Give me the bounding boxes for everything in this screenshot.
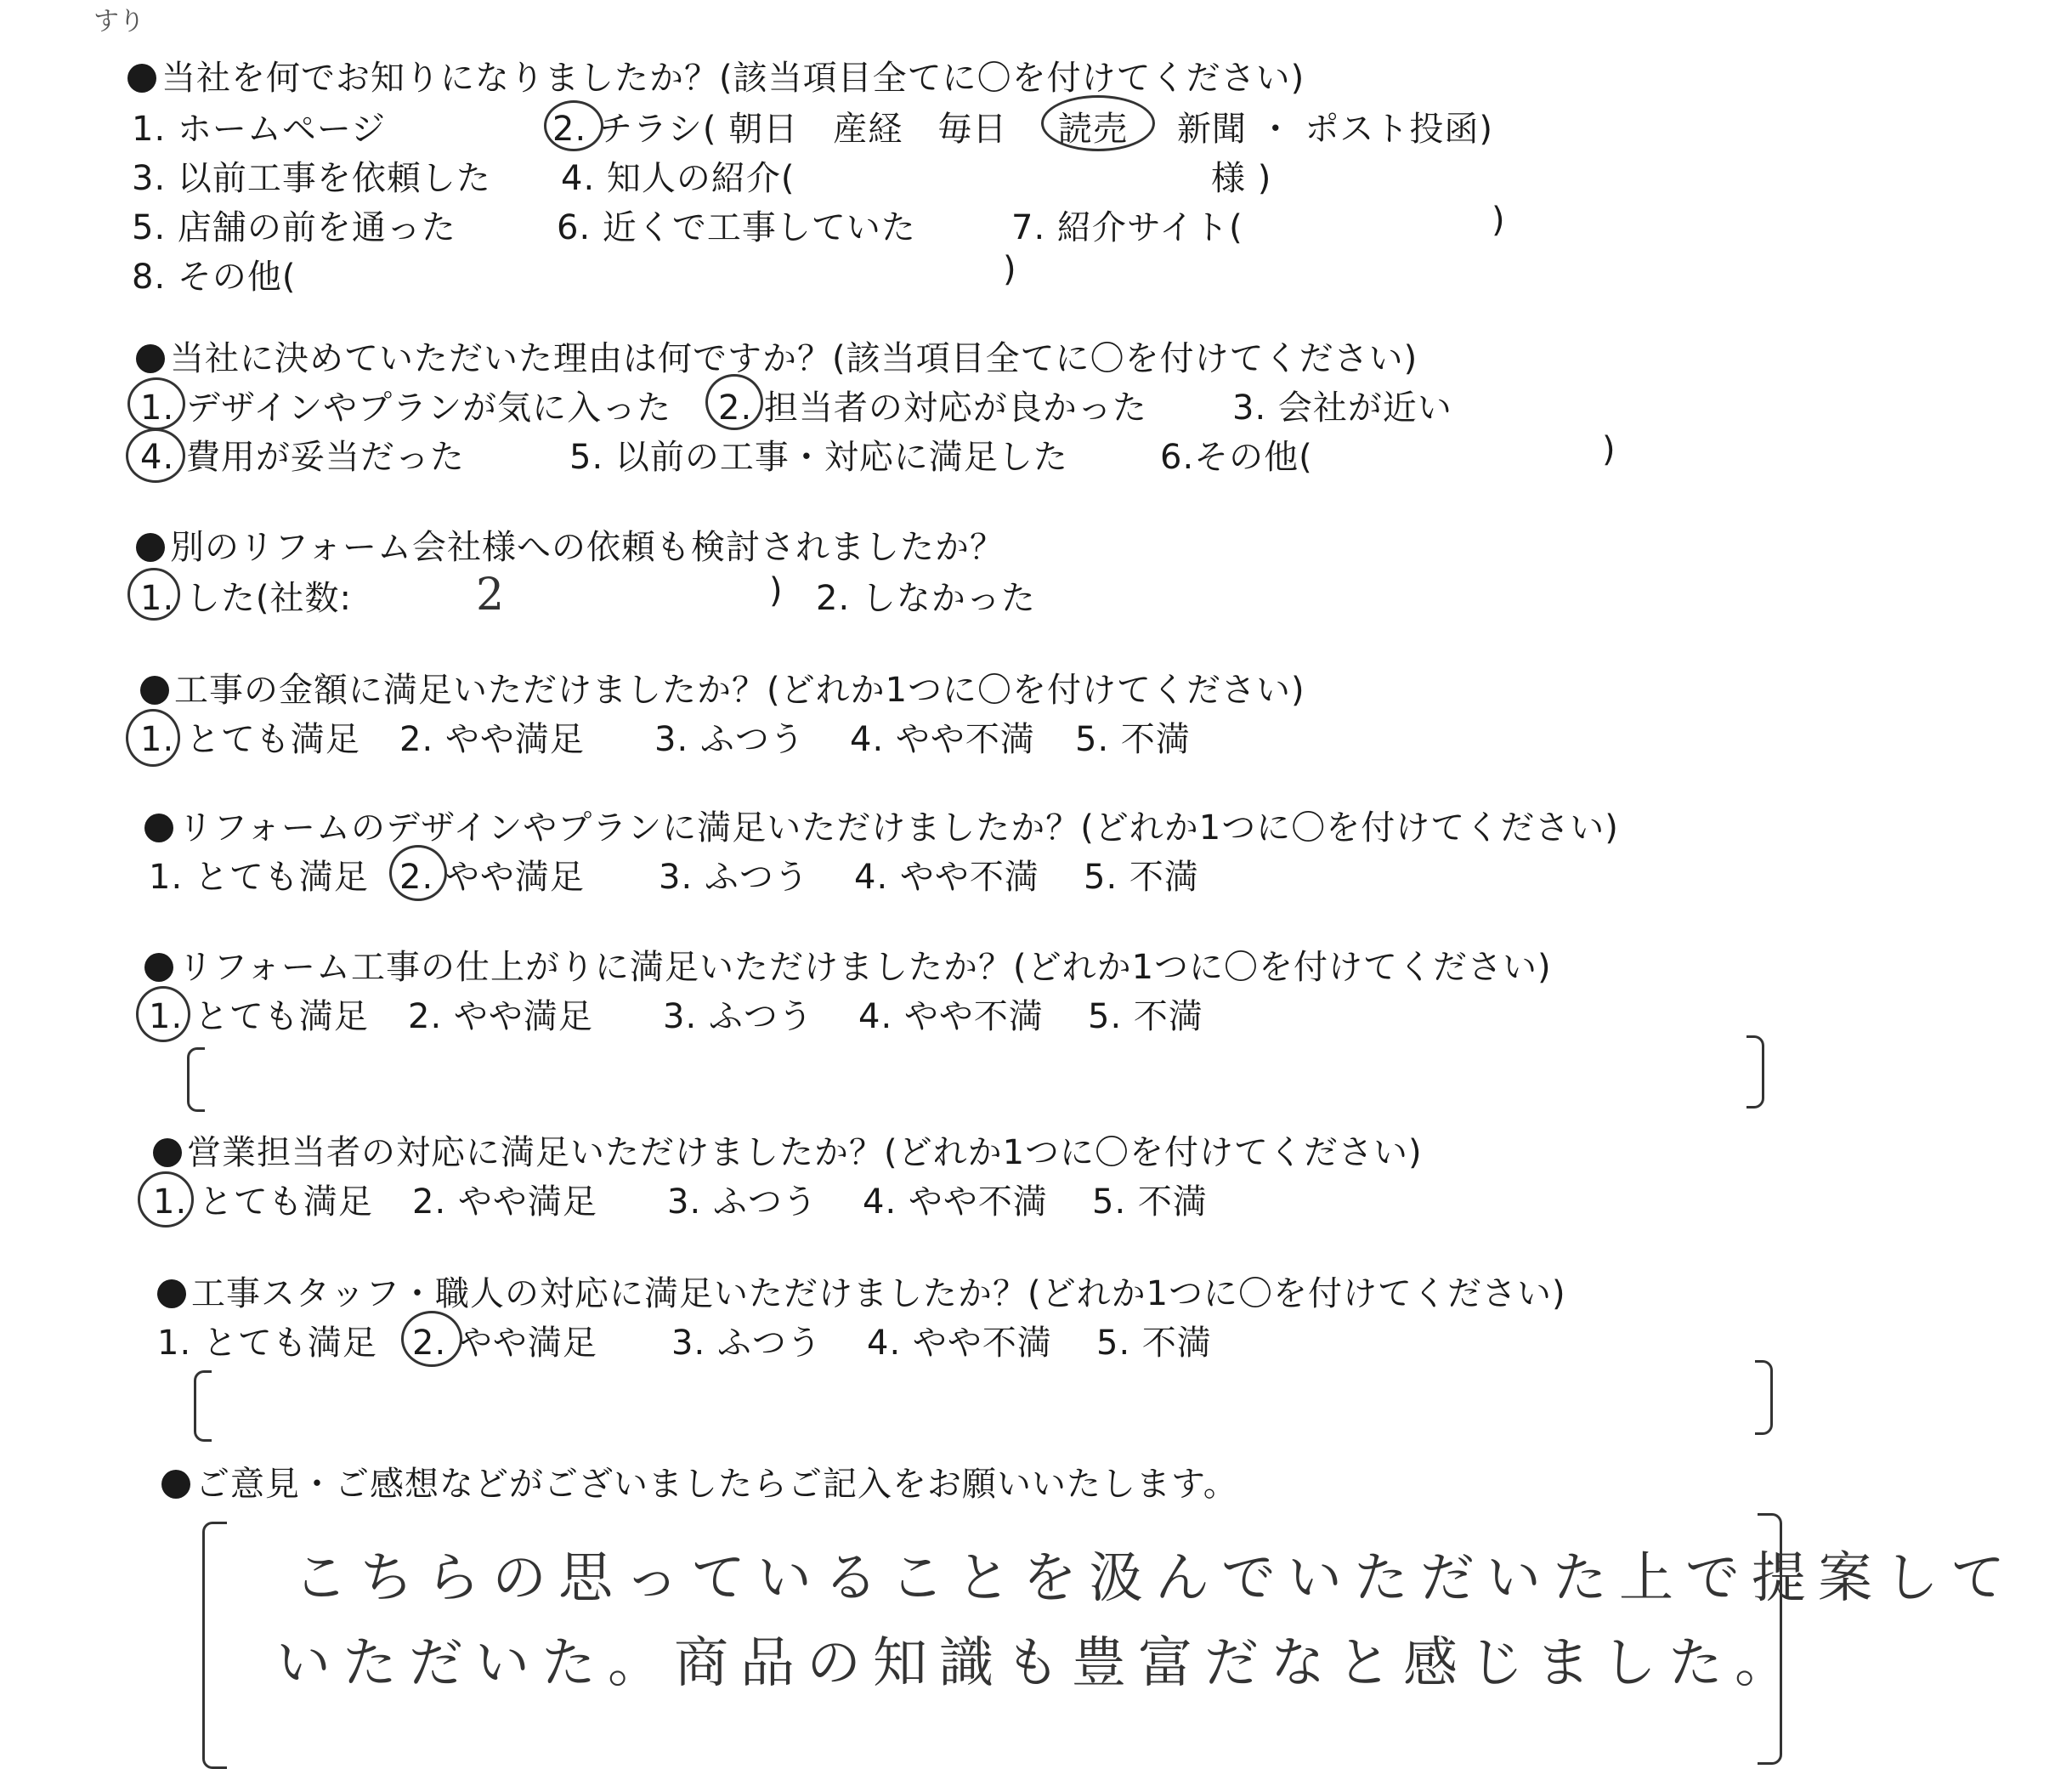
answer-circle-icon: [401, 1311, 462, 1367]
q8-title: 工事スタッフ・職人の対応に満足いただけましたか？(どれか1つに〇を付けてください): [157, 1267, 1566, 1315]
q4-s3: 3. ふつう: [654, 720, 805, 759]
q3-opt1-end: ): [769, 571, 784, 610]
q5-s3: 3. ふつう: [659, 858, 809, 897]
bullet-icon: [140, 676, 169, 705]
q5-s2: 2. やや満足: [399, 858, 585, 897]
q6-s5: 5. 不満: [1088, 997, 1203, 1036]
q8-s5: 5. 不満: [1096, 1324, 1212, 1363]
q7-s1: 1. とても満足: [153, 1182, 373, 1222]
q1-opt1: 1. ホームページ: [132, 110, 387, 149]
answer-circle-icon: [127, 568, 180, 621]
q2-opt6: 6.その他(: [1160, 438, 1313, 477]
q2-opt4: 4. 費用が妥当だった: [140, 438, 465, 477]
q4-s4: 4. やや不満: [850, 720, 1035, 759]
answer-circle-icon: [136, 986, 190, 1042]
q1-opt4-end: 様 ): [1211, 159, 1272, 198]
q3-opt2: 2. しなかった: [816, 579, 1036, 618]
bullet-icon: [144, 953, 173, 982]
q1-opt7: 7. 紹介サイト(: [1011, 208, 1243, 247]
q5-s4: 4. やや不満: [854, 858, 1039, 897]
q8-s1: 1. とても満足: [157, 1324, 377, 1363]
q4-s2: 2. やや満足: [399, 720, 585, 759]
q8-s2: 2. やや満足: [412, 1324, 597, 1363]
q6-s2: 2. やや満足: [408, 997, 593, 1036]
q7-s2: 2. やや満足: [412, 1182, 597, 1222]
q1-opt3: 3. 以前工事を依頼した: [132, 159, 491, 198]
q7-s5: 5. 不満: [1092, 1182, 1208, 1222]
q6-title: リフォーム工事の仕上がりに満足いただけましたか？(どれか1つに〇を付けてください): [144, 940, 1552, 989]
comment-bracket-left: [187, 1047, 205, 1112]
q2-opt6-end: ): [1602, 430, 1616, 469]
answer-circle-icon: [127, 377, 185, 430]
comment-bracket-right: [1746, 1035, 1764, 1108]
bullet-icon: [127, 64, 156, 93]
comment-bracket-left: [202, 1522, 227, 1769]
bullet-icon: [136, 533, 165, 562]
q2-opt1: 1. デザインやプランが気に入った: [140, 388, 672, 428]
q1-title: 当社を何でお知りになりましたか？(該当項目全てに〇を付けてください): [127, 51, 1305, 99]
q1-opt8-end: ): [1003, 250, 1017, 289]
q4-s5: 5. 不満: [1075, 720, 1191, 759]
q9-title: ご意見・ご感想などがございましたらご記入をお願いいたします。: [161, 1457, 1238, 1505]
answer-circle-icon: [544, 100, 603, 151]
q2-title: 当社に決めていただいた理由は何ですか？(該当項目全てに〇を付けてください): [136, 332, 1418, 380]
q1-opt8: 8. その他(: [132, 258, 297, 297]
q3-title: 別のリフォーム会社様への依頼も検討されましたか？: [136, 520, 1005, 569]
q1-opt2: 2. チラシ( 朝日 産経 毎日: [552, 110, 1008, 149]
bullet-icon: [161, 1470, 190, 1499]
bullet-icon: [157, 1279, 186, 1308]
q2-opt2: 2. 担当者の対応が良かった: [718, 388, 1147, 428]
comment-bracket-right: [1755, 1360, 1773, 1435]
comment-handwritten-line2: いただいた。商品の知識も豊富だなと感じました。: [276, 1632, 1801, 1695]
q4-s1: 1. とても満足: [140, 720, 360, 759]
answer-circle-icon: [138, 1171, 194, 1228]
answer-circle-icon: [126, 428, 185, 483]
q6-s4: 4. やや不満: [858, 997, 1044, 1036]
q1-opt2-yomiuri: 読売: [1058, 110, 1128, 149]
q8-s4: 4. やや不満: [867, 1324, 1052, 1363]
q5-s5: 5. 不満: [1084, 858, 1199, 897]
q7-title: 営業担当者の対応に満足いただけましたか？(どれか1つに〇を付けてください): [153, 1125, 1423, 1174]
bullet-icon: [153, 1138, 182, 1167]
q6-s1: 1. とても満足: [149, 997, 369, 1036]
answer-circle-icon: [705, 374, 763, 430]
bullet-icon: [144, 814, 173, 842]
q7-s3: 3. ふつう: [667, 1182, 818, 1222]
bullet-icon: [136, 344, 165, 373]
q2-opt3: 3. 会社が近い: [1232, 388, 1452, 428]
answer-circle-icon: [126, 709, 180, 767]
q2-opt5: 5. 以前の工事・対応に満足した: [569, 438, 1068, 477]
q1-opt4: 4. 知人の紹介(: [561, 159, 795, 198]
q3-count-handwritten: 2: [476, 570, 505, 621]
q6-s3: 3. ふつう: [663, 997, 813, 1036]
q8-s3: 3. ふつう: [671, 1324, 822, 1363]
answer-circle-icon: [1041, 95, 1155, 151]
q1-opt6: 6. 近くで工事していた: [557, 208, 916, 247]
answer-circle-icon: [389, 845, 447, 901]
corner-mark: すり: [93, 7, 144, 37]
q1-opt7-end: ): [1492, 201, 1506, 240]
comment-handwritten-line1: こちらの思っていることを汲んでいただいた上で提案して: [293, 1547, 2017, 1610]
comment-bracket-left: [194, 1370, 212, 1442]
q4-title: 工事の金額に満足いただけましたか？(どれか1つに〇を付けてください): [140, 663, 1305, 712]
q1-opt2-rest: 新聞 ・ ポスト投函): [1177, 110, 1494, 149]
q5-title: リフォームのデザインやプランに満足いただけましたか？(どれか1つに〇を付けてください): [144, 801, 1619, 849]
q3-opt1: 1. した(社数:: [140, 579, 352, 618]
q5-s1: 1. とても満足: [149, 858, 369, 897]
q7-s4: 4. やや不満: [863, 1182, 1048, 1222]
q1-opt5: 5. 店舗の前を通った: [132, 208, 456, 247]
